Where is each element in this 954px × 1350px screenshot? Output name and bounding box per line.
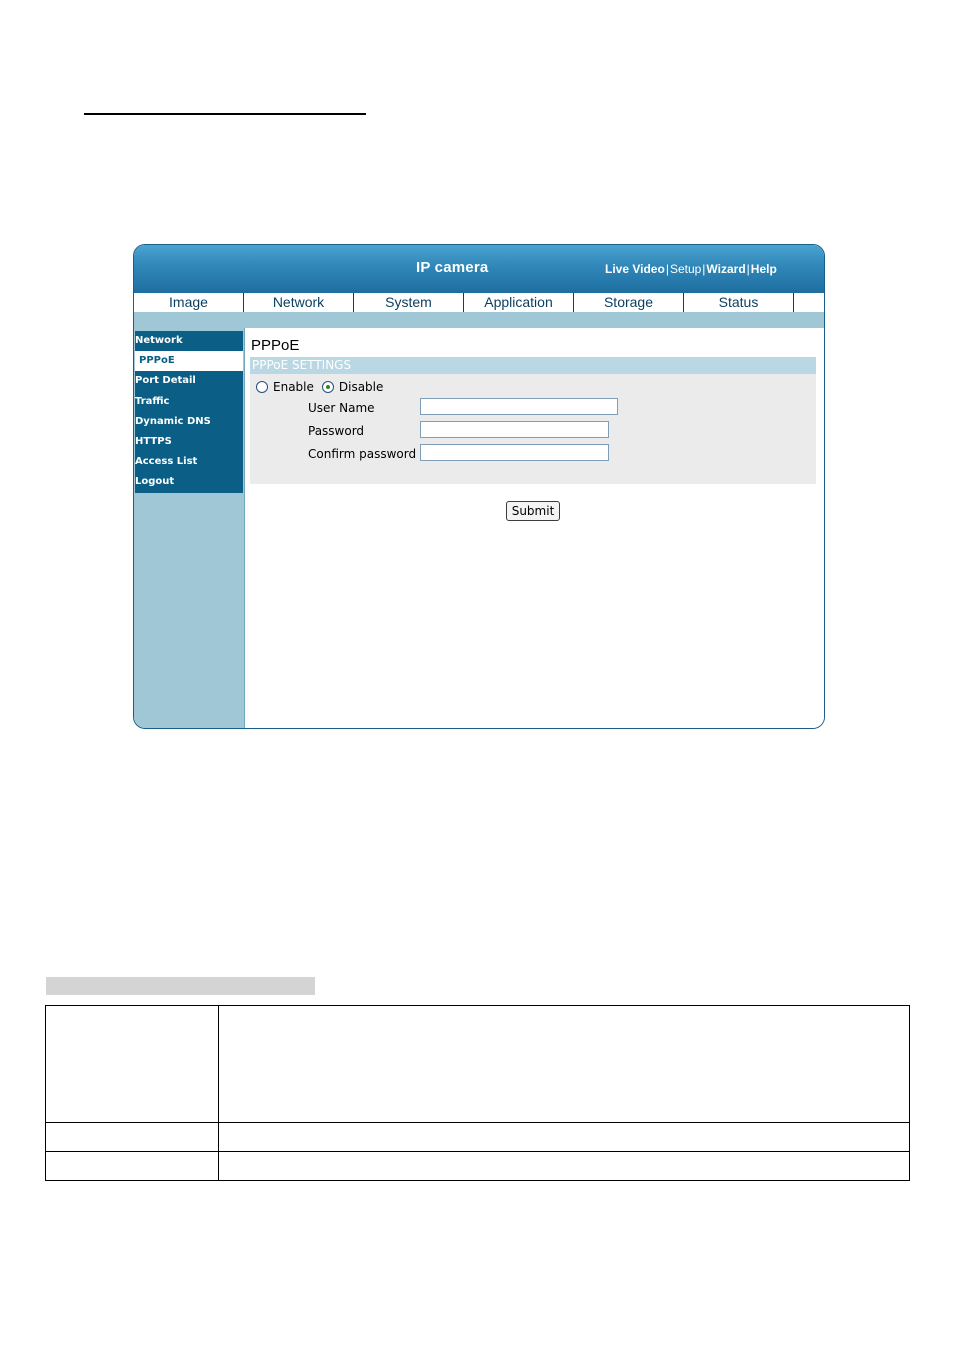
tab-system[interactable]: System xyxy=(354,293,464,312)
brand-title: IP camera xyxy=(416,259,489,276)
main-tab-bar xyxy=(134,293,824,313)
password-label: Password xyxy=(308,424,365,438)
sidebar-item-network[interactable]: Network xyxy=(135,335,183,346)
sidebar-item-traffic[interactable]: Traffic xyxy=(135,395,170,407)
wizard-link[interactable]: Wizard xyxy=(706,262,746,276)
section-gray-bar xyxy=(46,977,315,995)
panel-title: PPPoE SETTINGS xyxy=(250,357,816,374)
tab-status[interactable]: Status xyxy=(684,293,794,312)
disable-label: Disable xyxy=(338,380,384,394)
submit-button[interactable]: Submit xyxy=(506,501,560,521)
sidebar-item-port-detail[interactable]: Port Detail xyxy=(135,375,196,387)
heading-underline xyxy=(84,113,366,115)
table-cell xyxy=(219,1152,910,1181)
table-cell xyxy=(219,1123,910,1152)
confirm-password-label: Confirm password xyxy=(308,447,417,461)
table-cell xyxy=(46,1006,219,1123)
sidebar-item-pppoe[interactable]: PPPoE xyxy=(135,351,243,371)
sidebar-item-https[interactable]: HTTPS xyxy=(135,435,172,447)
confirm-password-input[interactable] xyxy=(420,444,609,461)
page-title: PPPoE xyxy=(251,337,300,354)
password-input[interactable] xyxy=(420,421,609,438)
sub-strip xyxy=(134,312,824,328)
tab-image[interactable]: Image xyxy=(134,293,244,312)
table-cell xyxy=(46,1123,219,1152)
header-banner xyxy=(134,245,824,295)
table-row xyxy=(46,1152,910,1181)
tab-storage[interactable]: Storage xyxy=(574,293,684,312)
enable-radio[interactable] xyxy=(256,381,268,393)
enable-label: Enable xyxy=(273,380,314,394)
disable-radio[interactable] xyxy=(322,381,334,393)
table-cell xyxy=(46,1152,219,1181)
table-row xyxy=(46,1006,910,1123)
help-link[interactable]: Help xyxy=(750,262,777,276)
content-area xyxy=(244,328,825,728)
description-table xyxy=(45,1005,910,1181)
tab-application[interactable]: Application xyxy=(464,293,574,312)
enable-disable-row xyxy=(256,380,391,394)
table-cell xyxy=(219,1006,910,1123)
username-input[interactable] xyxy=(420,398,618,415)
sidebar-item-logout[interactable]: Logout xyxy=(135,476,175,488)
sidebar-item-dynamic-dns[interactable]: Dynamic DNS xyxy=(135,415,211,427)
live-video-link[interactable]: Live Video xyxy=(605,262,665,276)
camera-web-ui xyxy=(133,244,825,729)
username-label: User Name xyxy=(308,401,375,415)
setup-link[interactable]: Setup xyxy=(669,262,702,276)
sidebar-menu xyxy=(135,331,243,493)
sidebar-item-access-list[interactable]: Access List xyxy=(135,456,198,468)
top-links: Live Video|Setup|Wizard|Help xyxy=(605,262,777,276)
tab-network[interactable]: Network xyxy=(244,293,354,312)
table-row xyxy=(46,1123,910,1152)
pppoe-settings-panel xyxy=(250,357,816,484)
